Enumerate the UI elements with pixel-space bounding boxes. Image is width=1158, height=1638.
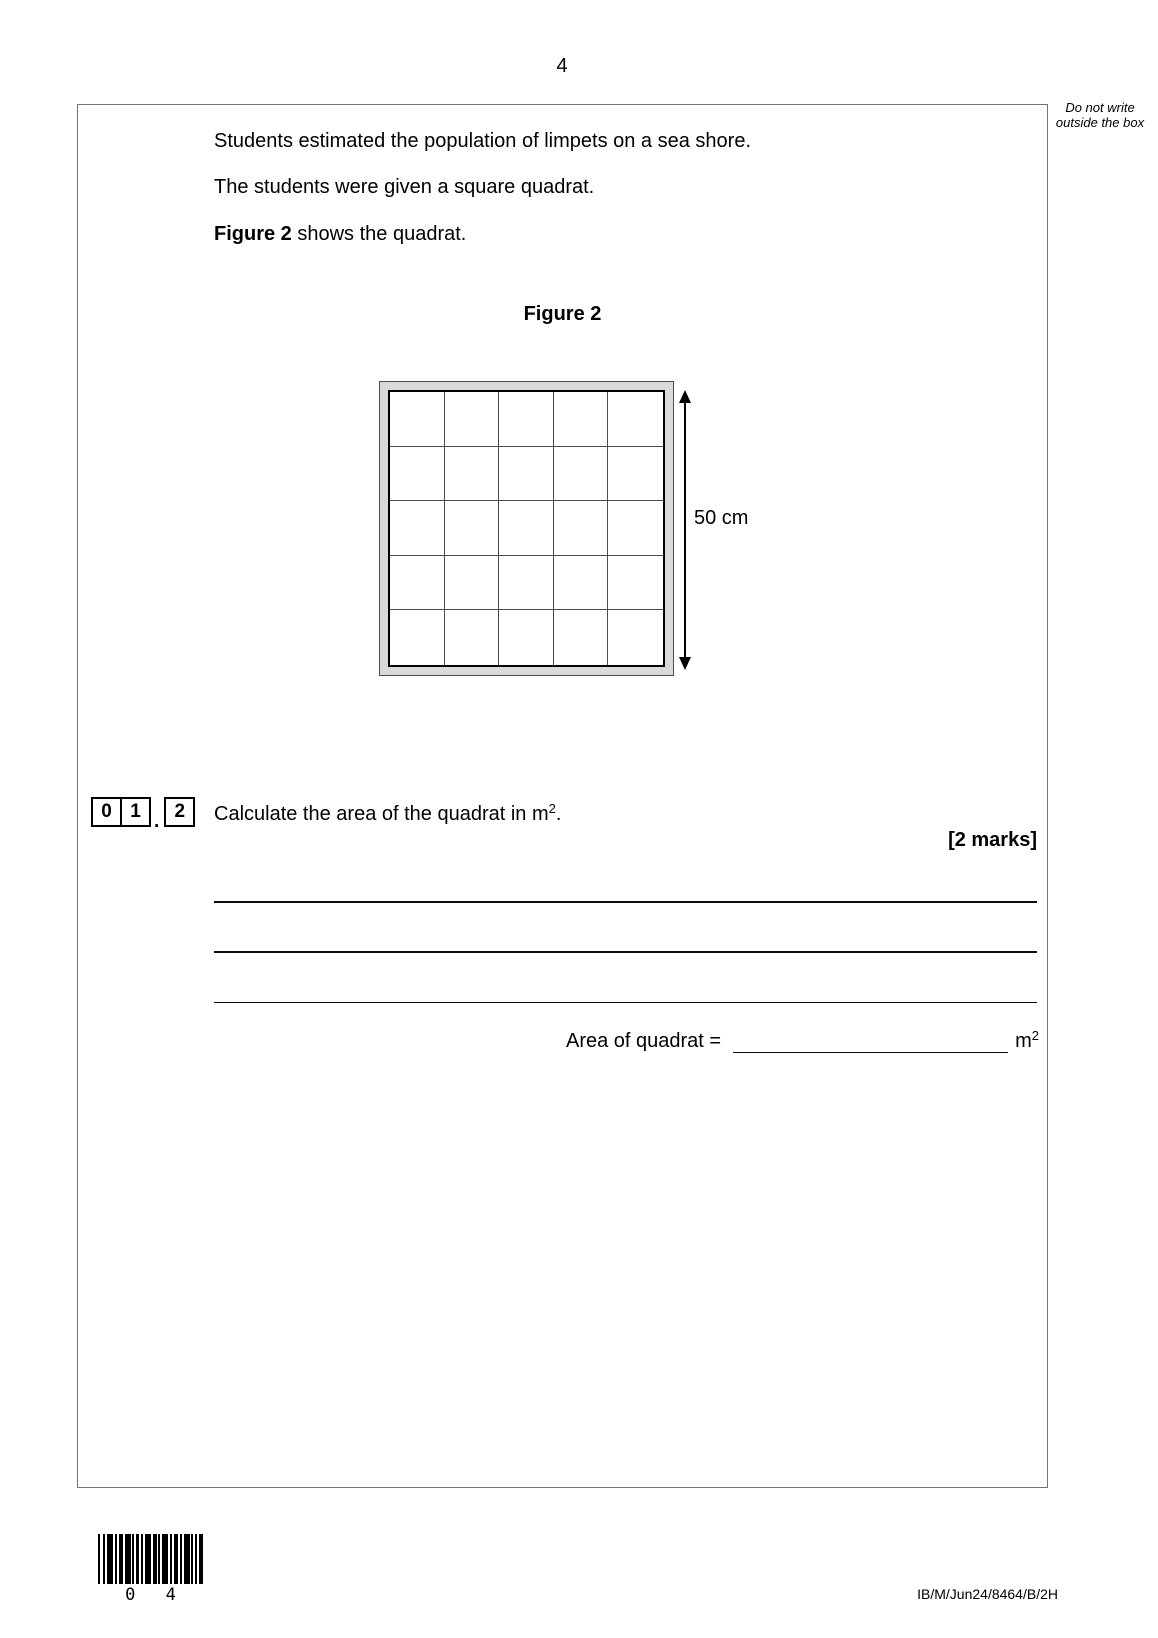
answer-line[interactable] xyxy=(214,901,1037,903)
quadrat-cell xyxy=(390,447,445,502)
quadrat-cell xyxy=(608,610,663,665)
quadrat-cell xyxy=(554,501,609,556)
quadrat-cell xyxy=(499,610,554,665)
quadrat-cell xyxy=(499,501,554,556)
quadrat-cell xyxy=(445,392,500,447)
quadrat-figure xyxy=(379,381,674,676)
question-number-box-2: 1 xyxy=(120,797,151,827)
vertical-dimension-arrow xyxy=(678,390,692,670)
question-number xyxy=(91,797,195,832)
quadrat-cell xyxy=(554,392,609,447)
answer-line[interactable] xyxy=(214,951,1037,953)
arrow-down-icon xyxy=(679,657,691,670)
quadrat-cell xyxy=(608,556,663,611)
quadrat-cell xyxy=(390,556,445,611)
quadrat-cell xyxy=(445,501,500,556)
answer-blank[interactable] xyxy=(733,1029,1008,1053)
quadrat-cell xyxy=(445,610,500,665)
quadrat-cell xyxy=(499,392,554,447)
quadrat-cell xyxy=(554,556,609,611)
quadrat-cell xyxy=(390,392,445,447)
quadrat-cell xyxy=(608,501,663,556)
intro-line-1: Students estimated the population of limpets on a sea shore. xyxy=(214,130,752,152)
intro-line-2: The students were given a square quadrat. xyxy=(214,176,595,198)
quadrat-cell xyxy=(445,447,500,502)
arrow-shaft xyxy=(684,400,686,660)
content-box xyxy=(77,104,1048,1488)
answer-unit-superscript: 2 xyxy=(1031,1028,1039,1043)
barcode-label: 0 4 xyxy=(125,1585,186,1605)
quadrat-cell xyxy=(608,447,663,502)
quadrat-cell xyxy=(554,447,609,502)
dimension-label: 50 cm xyxy=(694,507,749,529)
do-not-write-note: Do not write outside the box xyxy=(1055,100,1145,130)
quadrat-cell xyxy=(554,610,609,665)
quadrat-cell xyxy=(499,556,554,611)
question-text-end: . xyxy=(555,803,562,825)
quadrat-cell xyxy=(390,501,445,556)
intro-line-3-rest: shows the quadrat. xyxy=(291,223,467,245)
answer-ruled-lines xyxy=(214,901,1037,1003)
figure-title: Figure 2 xyxy=(523,303,602,325)
answer-line[interactable] xyxy=(214,1002,1037,1004)
answer-unit xyxy=(1015,1029,1039,1053)
final-answer-row xyxy=(566,1029,1039,1053)
quadrat-grid xyxy=(388,390,665,667)
quadrat-cell xyxy=(608,392,663,447)
marks-label: [2 marks] xyxy=(948,829,1037,851)
footer-code: IB/M/Jun24/8464/B/2H xyxy=(917,1586,1058,1602)
question-text-main: Calculate the area of the quadrat in m xyxy=(214,803,549,825)
question-text-superscript: 2 xyxy=(548,801,556,816)
quadrat-cell xyxy=(390,610,445,665)
answer-unit-main: m xyxy=(1015,1030,1032,1052)
quadrat-cell xyxy=(499,447,554,502)
question-text xyxy=(214,802,561,826)
answer-label: Area of quadrat = xyxy=(565,1030,722,1052)
question-number-separator: . xyxy=(154,811,160,832)
page-number: 4 xyxy=(556,55,568,77)
intro-line-3 xyxy=(214,222,466,246)
barcode-image xyxy=(98,1534,203,1584)
quadrat-cell xyxy=(445,556,500,611)
figure-reference: Figure 2 xyxy=(214,223,292,245)
question-number-box-1: 0 xyxy=(91,797,122,827)
question-number-box-3: 2 xyxy=(164,797,195,827)
